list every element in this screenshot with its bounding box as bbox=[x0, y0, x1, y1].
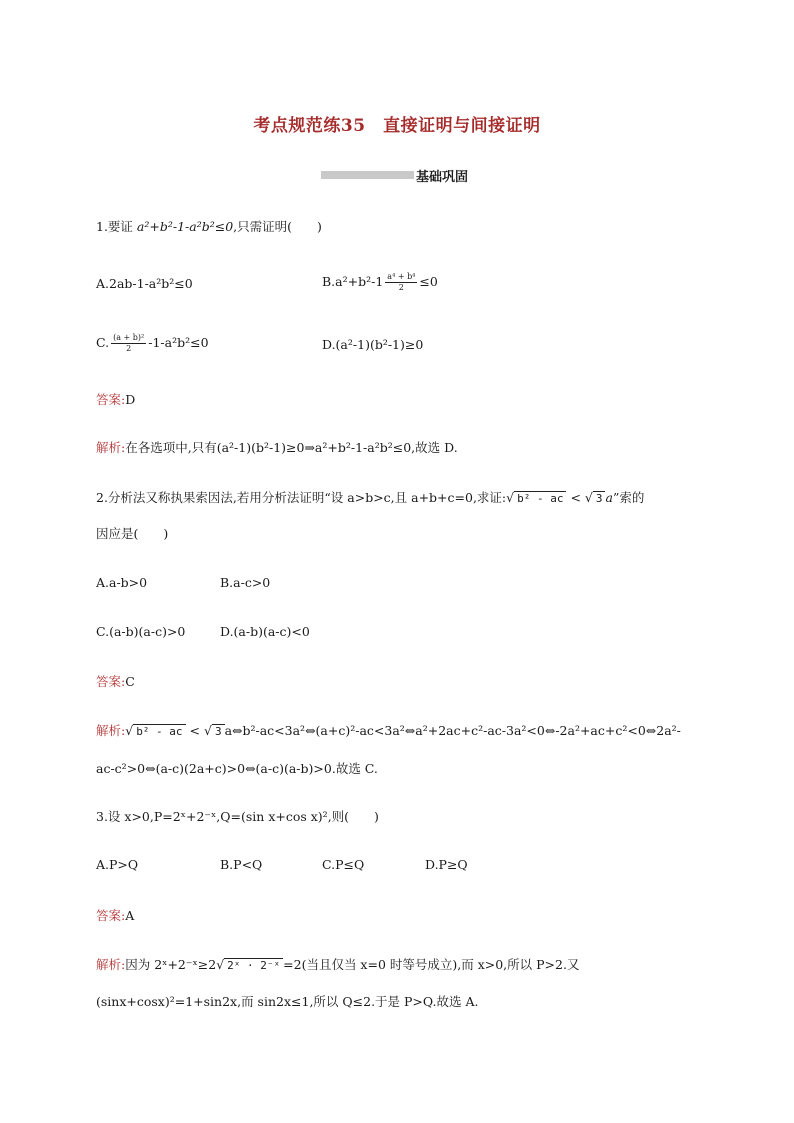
q2-stem-post: ”索的 bbox=[612, 490, 645, 505]
q1-option-b-pre: B.a²+b²-1 bbox=[322, 274, 384, 289]
q2-stem-a: a bbox=[605, 490, 613, 505]
q2-analysis-sqrt1: √ b² - ac bbox=[125, 723, 185, 738]
q1-option-c bbox=[96, 333, 209, 354]
q1-option-c-denominator: 2 bbox=[126, 344, 132, 353]
q3-analysis-sqrt: √ 2ˣ · 2⁻ˣ bbox=[216, 957, 283, 972]
q1-stem bbox=[96, 217, 322, 235]
q3-answer-value: A bbox=[125, 908, 135, 923]
q2-stem-sqrt1-radicand: b² - ac bbox=[514, 491, 566, 505]
q1-option-a: A.2ab-1-a²b²≤0 bbox=[96, 276, 193, 291]
q1-answer bbox=[96, 390, 135, 408]
q2-analysis-sqrt2-radicand: 3 bbox=[212, 724, 225, 738]
q3-option-c: C.P≤Q bbox=[322, 857, 365, 872]
q1-stem-expr: a²+b²-1-a²b²≤0 bbox=[136, 219, 234, 234]
q3-analysis-line2: (sinx+cosx)²=1+sin2x,而 sin2x≤1,所以 Q≤2.于是 P>Q.故选 A. bbox=[96, 994, 479, 1009]
q2-answer-value: C bbox=[125, 674, 135, 689]
q1-answer-value: D bbox=[125, 392, 136, 407]
q2-stem-sqrt1: √ b² - ac bbox=[506, 490, 566, 505]
q2-option-d: D.(a-b)(a-c)<0 bbox=[220, 624, 310, 639]
q1-option-c-numerator: (a + b)² bbox=[113, 333, 145, 342]
q1-option-c-pre: C. bbox=[96, 335, 110, 350]
q3-analysis-pre: 因为 2ˣ+2⁻ˣ≥2 bbox=[125, 957, 217, 972]
q2-stem-less-than: < bbox=[566, 490, 585, 505]
q1-option-b-fraction bbox=[385, 272, 417, 293]
q1-option-b-post: ≤0 bbox=[419, 274, 438, 289]
q3-analysis-sqrt-radicand: 2ˣ · 2⁻ˣ bbox=[224, 958, 283, 972]
q2-analysis-line1: a⇔b²-ac<3a²⇔(a+c)²-ac<3a²⇔a²+2ac+c²-ac-3a²<0⇔-2a²+ac+c²<0⇔2a²- bbox=[224, 723, 681, 738]
q2-analysis-sqrt1-radicand: b² - ac bbox=[133, 724, 185, 738]
q2-analysis bbox=[96, 721, 681, 739]
section-title: 基础巩固 bbox=[416, 170, 469, 185]
q2-analysis-less-than: < bbox=[185, 723, 204, 738]
q1-analysis-label: 解析: bbox=[96, 440, 126, 455]
q3-option-d: D.P≥Q bbox=[425, 857, 468, 872]
q2-stem-sqrt2-radicand: 3 bbox=[593, 491, 606, 505]
section-bar bbox=[321, 171, 414, 179]
q1-analysis-text: 在各选项中,只有(a²-1)(b²-1)≥0⇒a²+b²-1-a²b²≤0,故选 D. bbox=[125, 440, 458, 455]
q3-analysis bbox=[96, 955, 579, 973]
q1-stem-post: ,只需证明( ) bbox=[233, 219, 322, 234]
q3-answer bbox=[96, 906, 134, 924]
q2-stem-line2: 因应是( ) bbox=[96, 526, 169, 541]
q3-analysis-post: =2(当且仅当 x=0 时等号成立),而 x>0,所以 P>2.又 bbox=[283, 957, 580, 972]
q1-analysis bbox=[96, 438, 458, 456]
q2-option-a: A.a-b>0 bbox=[96, 575, 148, 590]
q3-answer-label: 答案: bbox=[96, 908, 126, 923]
q3-stem: 3.设 x>0,P=2ˣ+2⁻ˣ,Q=(sin x+cos x)²,则( ) bbox=[96, 809, 379, 824]
q2-stem bbox=[96, 488, 644, 506]
q2-answer-label: 答案: bbox=[96, 674, 126, 689]
q1-option-c-post: -1-a²b²≤0 bbox=[148, 335, 209, 350]
q3-analysis-label: 解析: bbox=[96, 957, 126, 972]
q2-answer bbox=[96, 672, 135, 690]
q3-option-b: B.P<Q bbox=[220, 857, 263, 872]
q1-option-b-numerator: a⁴ + b⁴ bbox=[387, 272, 416, 281]
q2-analysis-label: 解析: bbox=[96, 723, 126, 738]
q2-stem-pre: 2.分析法又称执果索因法,若用分析法证明“设 a>b>c,且 a+b+c=0,求证: bbox=[96, 490, 507, 505]
q2-analysis-sqrt2: √ 3 bbox=[204, 723, 225, 738]
q2-stem-sqrt2: √ 3 bbox=[585, 490, 606, 505]
q1-option-b bbox=[322, 272, 438, 293]
q1-option-d: D.(a²-1)(b²-1)≥0 bbox=[322, 337, 424, 352]
q1-answer-label: 答案: bbox=[96, 392, 126, 407]
q2-option-b: B.a-c>0 bbox=[220, 575, 271, 590]
q2-option-c: C.(a-b)(a-c)>0 bbox=[96, 624, 186, 639]
q1-stem-pre: 1.要证 bbox=[96, 219, 137, 234]
q1-option-c-fraction bbox=[111, 333, 146, 354]
q1-option-b-denominator: 2 bbox=[398, 283, 404, 292]
q2-analysis-line2: ac-c²>0⇔(a-c)(2a+c)>0⇔(a-c)(a-b)>0.故选 C. bbox=[96, 761, 378, 776]
page-title: 考点规范练35 直接证明与间接证明 bbox=[253, 116, 541, 136]
q3-option-a: A.P>Q bbox=[96, 857, 139, 872]
